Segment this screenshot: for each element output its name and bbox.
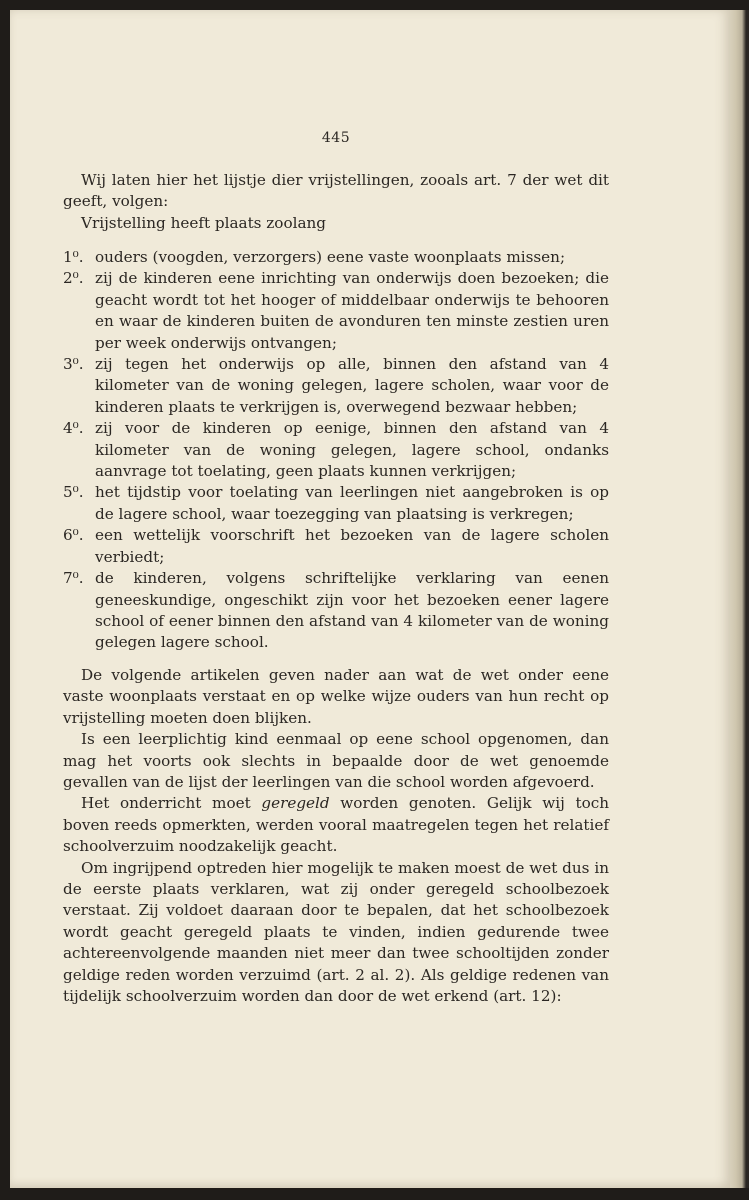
body-paragraph: [63, 793, 609, 857]
list-item-text: zij de kinderen eene inrichting van onderwijs doen bezoeken; die geacht wordt tot het hooger of middelbaar onderwijs te behooren en waar de kinderen buiten de avonduren ten minste zestien uren per week onderwijs ontvangen;: [95, 269, 609, 352]
list-item: [63, 354, 609, 418]
list-item-number: 1⁰.: [63, 248, 84, 266]
intro-paragraph: Wij laten hier het lijstje dier vrijstellingen, zooals art. 7 der wet dit geeft, volgen:: [63, 171, 609, 211]
body-paragraph: Is een leerplichtig kind eenmaal op eene school opgenomen, dan mag het voorts ook slechts in bepaalde door de wet genoemde gevallen van de lijst der leerlingen van die school worden afgevoerd.: [63, 730, 609, 792]
exemption-list: [63, 247, 609, 654]
list-item-text: de kinderen, volgens schriftelijke verklaring van eenen geneeskundige, ongeschikt zijn voor het bezoeken eener lagere school of eener binnen den afstand van 4 kilometer van de woning gelegen lagere school.: [95, 569, 609, 652]
body-paragraph: De volgende artikelen geven nader aan wat de wet onder eene vaste woonplaats verstaat en op welke wijze ouders van hun recht op vrijstelling moeten doen blijken.: [63, 666, 609, 727]
body-text: worden genoten. Gelijk wij toch boven reeds opmerkten, werden vooral maatregelen tegen het relatief schoolverzuim noodzakelijk geacht.: [63, 794, 610, 856]
list-item-number: 6⁰.: [63, 526, 84, 545]
page-number: 445: [321, 130, 351, 146]
list-item-text: ouders (voogden, verzorgers) eene vaste woonplaats missen;: [95, 248, 566, 266]
list-item-number: 4⁰.: [63, 419, 84, 438]
book-page: [10, 10, 730, 1188]
emphasized-word: geregeld: [261, 794, 330, 813]
list-item: [63, 482, 609, 525]
body-paragraph: Om ingrijpend optreden hier mogelijk te maken moest de wet dus in de eerste plaats verklaren, wat zij onder geregeld schoolbezoek verstaat. Zij voldoet daaraan door te bepalen, dat het schoolbezoek wordt geacht geregeld plaats te vinden, indien gedurende twee achtereenvolgende maanden niet meer dan twee schooltijden zonder geldige reden worden verzuimd (art. 2 al. 2). Als geldige redenen van tijdelijk schoolverzuim worden dan door de wet erkend (art. 12):: [63, 858, 609, 1006]
list-item-number: 2⁰.: [63, 269, 84, 288]
list-item: [63, 568, 609, 654]
page-edge: [730, 10, 749, 1188]
list-item: [63, 268, 609, 354]
list-item-text: zij tegen het onderwijs op alle, binnen den afstand van 4 kilometer van de woning gelegen, lagere scholen, waar voor de kinderen plaats te verkrijgen is, overwegend bezwaar hebben;: [95, 355, 609, 416]
list-item-text: het tijdstip voor toelating van leerlingen niet aangebroken is op de lagere school, waar toezegging van plaatsing is verkregen;: [95, 483, 609, 523]
list-item: [63, 418, 609, 482]
list-item: [63, 247, 609, 268]
list-item-number: 5⁰.: [63, 483, 84, 502]
body-section: [63, 665, 609, 1008]
body-text: Het onderricht moet: [81, 794, 251, 813]
list-item-number: 7⁰.: [63, 569, 84, 588]
list-item-text: een wettelijk voorschrift het bezoeken van de lagere scholen verbiedt;: [95, 526, 609, 566]
intro-section: [63, 170, 609, 234]
list-item: [63, 525, 609, 568]
list-item-text: zij voor de kinderen op eenige, binnen den afstand van 4 kilometer van de woning gelegen, lagere school, ondanks aanvrage tot toelating, geen plaats kunnen verkrijgen;: [95, 419, 609, 481]
list-item-number: 3⁰.: [63, 355, 84, 374]
intro-heading-line: Vrijstelling heeft plaats zoolang: [81, 213, 327, 232]
